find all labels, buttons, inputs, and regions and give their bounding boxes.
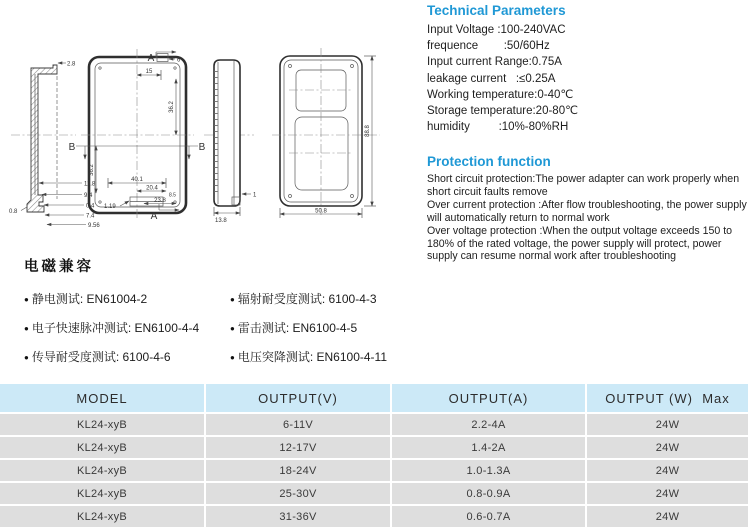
drawing-back-view <box>272 48 380 218</box>
emc-item-label: 辐射耐受度测试: 6100-4-3 <box>237 292 377 306</box>
table-cell: 24W <box>587 483 748 504</box>
dimension-label: 36.2 <box>89 164 95 176</box>
emc-item <box>230 290 424 307</box>
emc-item <box>24 319 230 336</box>
parameter-line: Input current Range:0.75A <box>427 56 562 69</box>
protection-function-title: Protection function <box>427 154 551 169</box>
dimension-label: 40.1 <box>131 177 143 183</box>
table-cell: 6-11V <box>206 414 390 435</box>
emc-section <box>24 255 424 365</box>
bullet-icon: ● <box>24 353 29 362</box>
dimension-label: 13.8 <box>215 218 227 224</box>
table-cell: KL24-xyB <box>0 506 204 527</box>
dimension-label: 2.8 <box>67 61 76 68</box>
bullet-icon: ● <box>230 324 235 333</box>
bullet-icon: ● <box>230 295 235 304</box>
dimension-label: 20.4 <box>146 185 158 192</box>
parameter-line: Storage temperature:20-80℃ <box>427 105 578 118</box>
dimension-label: 36.2 <box>169 101 175 113</box>
protection-paragraph: Short circuit protection:The power adapter can work properly when short circuit faults remove <box>427 173 740 198</box>
table-cell: 2.2-4A <box>392 414 585 435</box>
bullet-icon: ● <box>24 295 29 304</box>
dimension-label: 8.5 <box>169 192 176 199</box>
parameter-line: leakage current :≤0.25A <box>427 72 556 85</box>
table-cell: KL24-xyB <box>0 414 204 435</box>
dimension-label: 9.4 <box>84 193 93 199</box>
protection-function-section <box>427 154 748 263</box>
table-cell: 25-30V <box>206 483 390 504</box>
technical-parameters-title: Technical Parameters <box>427 3 566 18</box>
table-cell: KL24-xyB <box>0 483 204 504</box>
emc-item <box>230 319 424 336</box>
emc-item <box>230 348 424 365</box>
drawing-side-view <box>204 60 257 224</box>
dimension-label: 11.8 <box>84 181 96 188</box>
output-spec-table <box>0 384 748 527</box>
table-cell: 24W <box>587 414 748 435</box>
drawing-front-view <box>69 49 206 222</box>
table-cell: 18-24V <box>206 460 390 481</box>
protection-paragraph: Over voltage protection :When the output voltage exceeds 150 to 180% of the rated voltage, the power supply will protect, power supply can resume normal work after troubleshooting <box>427 224 733 263</box>
dimension-label: 1 <box>253 192 257 199</box>
table-cell: 24W <box>587 437 748 458</box>
section-label-a: A <box>150 211 158 222</box>
technical-parameters-section <box>427 3 747 135</box>
emc-item-label: 电子快速脉冲测试: EN6100-4-4 <box>31 321 200 335</box>
table-cell: 24W <box>587 506 748 527</box>
emc-item <box>24 290 230 307</box>
dimension-label: 23.8 <box>154 198 166 204</box>
dimension-label: 0.8 <box>9 209 18 215</box>
table-cell: 31-36V <box>206 506 390 527</box>
technical-parameters-list <box>427 22 747 135</box>
emc-title: 电磁兼容 <box>24 259 94 275</box>
protection-paragraph: Over current protection :After flow troubleshooting, the power supply will automatically return to normal work <box>427 198 747 224</box>
table-cell: 1.4-2A <box>392 437 585 458</box>
parameter-line: frequence :50/60Hz <box>427 40 550 53</box>
section-label-b: B <box>198 142 206 153</box>
dimension-label: 1.19 <box>104 204 116 210</box>
table-cell: KL24-xyB <box>0 460 204 481</box>
bullet-icon: ● <box>24 324 29 333</box>
emc-item-label: 电压突降测试: EN6100-4-11 <box>237 350 388 364</box>
column-header-output-w: OUTPUT (W) Max <box>587 384 748 412</box>
drawing-section-view <box>9 62 100 230</box>
emc-item-label: 静电测试: EN61004-2 <box>31 292 148 306</box>
dimension-label: 0.4 <box>86 203 95 210</box>
dimension-label: 50.8 <box>315 208 327 215</box>
dimension-label: 9.56 <box>88 223 100 229</box>
column-header-output-a: OUTPUT(A) <box>392 384 585 412</box>
emc-item-grid <box>24 290 424 365</box>
parameter-line: Working temperature:0-40℃ <box>427 88 574 101</box>
emc-item <box>24 348 230 365</box>
emc-item-label: 雷击测试: EN6100-4-5 <box>237 321 358 335</box>
column-header-model: MODEL <box>0 384 204 412</box>
technical-drawings <box>8 43 420 250</box>
table-cell: KL24-xyB <box>0 437 204 458</box>
dimension-label: 88.8 <box>365 125 371 137</box>
table-cell: 0.8-0.9A <box>392 483 585 504</box>
table-cell: 1.0-1.3A <box>392 460 585 481</box>
dimension-label: 7.4 <box>86 213 95 220</box>
section-label-a: A <box>147 53 155 64</box>
dimension-label: 15 <box>145 69 153 75</box>
table-cell: 24W <box>587 460 748 481</box>
column-header-output-v: OUTPUT(V) <box>206 384 390 412</box>
parameter-line: Input Voltage :100-240VAC <box>427 24 566 36</box>
emc-item-label: 传导耐受度测试: 6100-4-6 <box>31 350 171 364</box>
dimension-label: 6 <box>177 57 181 64</box>
table-cell: 0.6-0.7A <box>392 506 585 527</box>
parameter-line: humidity :10%-80%RH <box>427 121 569 134</box>
bullet-icon: ● <box>230 353 235 362</box>
section-label-b: B <box>68 142 76 153</box>
table-cell: 12-17V <box>206 437 390 458</box>
